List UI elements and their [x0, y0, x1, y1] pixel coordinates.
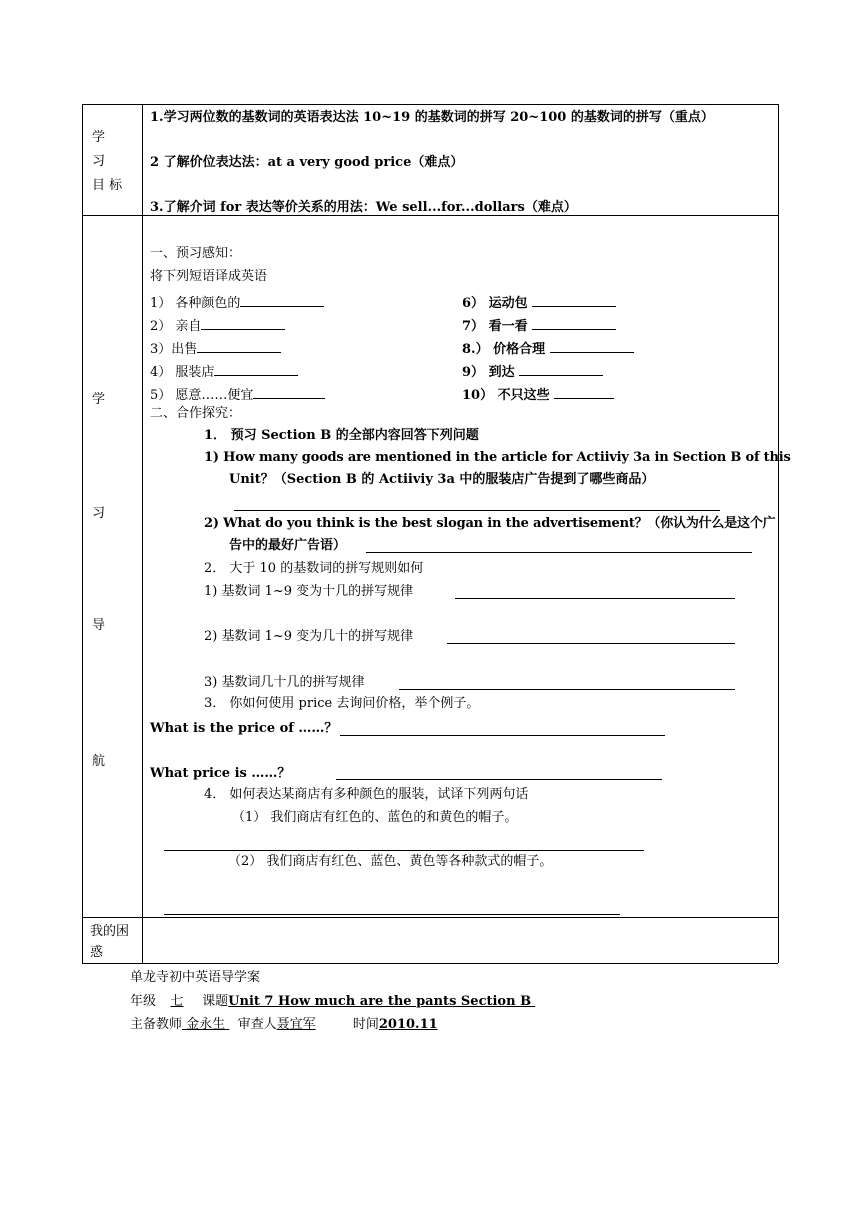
- teacher-value: 金永生: [186, 1017, 226, 1032]
- goal-3: 3.了解介词 for 表达等价关系的用法：We sell...for...dollars（难点）: [150, 200, 577, 215]
- answer-line[interactable]: [455, 598, 735, 599]
- row-label-char: 导: [92, 618, 106, 633]
- phrase-item: 7） 看一看: [462, 315, 616, 335]
- question-1-2-line1: 2) What do you think is the best slogan in the advertisement？（你认为什么是这个广: [204, 516, 776, 531]
- question-3-b: What price is ……？: [150, 766, 291, 781]
- phrase-item: 2） 亲自: [150, 315, 285, 335]
- question-2-1: 1) 基数词 1~9 变为十几的拼写规律: [204, 584, 414, 599]
- row-divider-2: [82, 917, 778, 918]
- staff-info-line: [130, 1017, 487, 1033]
- question-4: 4． 如何表达某商店有多种颜色的服装，试译下列两句话: [204, 787, 529, 802]
- question-4-2: （2） 我们商店有红色、蓝色、黄色等各种款式的帽子。: [228, 854, 553, 869]
- answer-blank[interactable]: [554, 384, 614, 399]
- phrase-item: 3）出售: [150, 338, 281, 358]
- phrase-item: 6） 运动包: [462, 292, 616, 312]
- phrase-item: 10） 不只这些: [462, 384, 614, 404]
- question-3: 3． 你如何使用 price 去询问价格，举个例子。: [204, 696, 480, 711]
- row-label-char: 习: [92, 154, 106, 169]
- answer-line[interactable]: [447, 643, 735, 644]
- reviewer-value: 聂宜军: [276, 1017, 316, 1032]
- grade-value: 七: [170, 994, 184, 1009]
- answer-blank[interactable]: [253, 384, 325, 399]
- answer-blank[interactable]: [214, 361, 298, 376]
- phrase-item: 8.） 价格合理: [462, 338, 634, 358]
- reviewer-label: 审查人: [237, 1017, 277, 1032]
- question-1-2-line2: 告中的最好广告语）: [229, 538, 347, 553]
- question-4-1: （1） 我们商店有红色的、蓝色的和黄色的帽子。: [232, 810, 518, 825]
- time-label: 时间: [352, 1017, 379, 1032]
- goal-1: 1.学习两位数的基数词的英语表达法 10~19 的基数词的拼写 20~100 的基数词的拼写（重点）: [150, 110, 714, 125]
- answer-blank[interactable]: [240, 292, 324, 307]
- answer-blank[interactable]: [197, 338, 281, 353]
- question-2-3: 3) 基数词几十几的拼写规律: [204, 675, 365, 690]
- answer-blank[interactable]: [519, 361, 603, 376]
- table-bottom-border: [82, 963, 778, 964]
- answer-blank[interactable]: [532, 292, 616, 307]
- question-2: 2． 大于 10 的基数词的拼写规则如何: [204, 561, 424, 576]
- answer-line[interactable]: [164, 850, 644, 851]
- topic-label: 课题: [202, 994, 229, 1009]
- table-left-border: [82, 104, 83, 963]
- column-divider: [142, 104, 143, 963]
- goal-2: 2 了解价位表达法：at a very good price（难点）: [150, 155, 464, 170]
- answer-line[interactable]: [164, 914, 620, 915]
- section-1-instruction: 将下列短语译成英语: [150, 269, 268, 284]
- phrase-item: 4） 服装店: [150, 361, 298, 381]
- section-1-title: 一、预习感知：: [150, 246, 242, 261]
- course-info-line: [130, 994, 535, 1010]
- row-label-char: 学: [92, 392, 106, 407]
- answer-line[interactable]: [234, 510, 720, 511]
- question-3-a: What is the price of ……？: [150, 721, 338, 736]
- school-name: 单龙寺初中英语导学案: [130, 970, 261, 985]
- grade-label: 年级: [130, 994, 157, 1009]
- answer-line[interactable]: [336, 779, 662, 780]
- phrase-item: 1） 各种颜色的: [150, 292, 324, 312]
- table-top-border: [82, 104, 778, 105]
- row-label-char: 目 标: [92, 178, 123, 193]
- row-label-char: 航: [92, 754, 106, 769]
- answer-line[interactable]: [340, 735, 665, 736]
- row-label-char: 惑: [90, 945, 104, 960]
- teacher-label: 主备教师: [130, 1017, 183, 1032]
- row-label-char: 习: [92, 506, 106, 521]
- row-label-char: 学: [92, 130, 106, 145]
- question-1-1-line2: Unit？（Section B 的 Actiiviy 3a 中的服装店广告提到了哪些商品）: [229, 472, 655, 487]
- question-1: 1． 预习 Section B 的全部内容回答下列问题: [204, 428, 479, 443]
- answer-blank[interactable]: [532, 315, 616, 330]
- phrase-item: 5） 愿意……便宜: [150, 384, 325, 404]
- table-right-border: [778, 104, 779, 963]
- answer-blank[interactable]: [550, 338, 634, 353]
- answer-blank[interactable]: [201, 315, 285, 330]
- question-1-1-line1: 1) How many goods are mentioned in the article for Actiiviy 3a in Section B of this: [204, 450, 791, 465]
- topic-value: Unit 7 How much are the pants Section B: [228, 994, 532, 1009]
- answer-line[interactable]: [366, 552, 752, 553]
- time-value: 2010.11: [378, 1017, 438, 1032]
- phrase-item: 9） 到达: [462, 361, 603, 381]
- section-2-title: 二、合作探究：: [150, 406, 242, 421]
- answer-line[interactable]: [399, 689, 735, 690]
- question-2-2: 2) 基数词 1~9 变为几十的拼写规律: [204, 629, 414, 644]
- row-label-char: 我的困: [90, 924, 130, 939]
